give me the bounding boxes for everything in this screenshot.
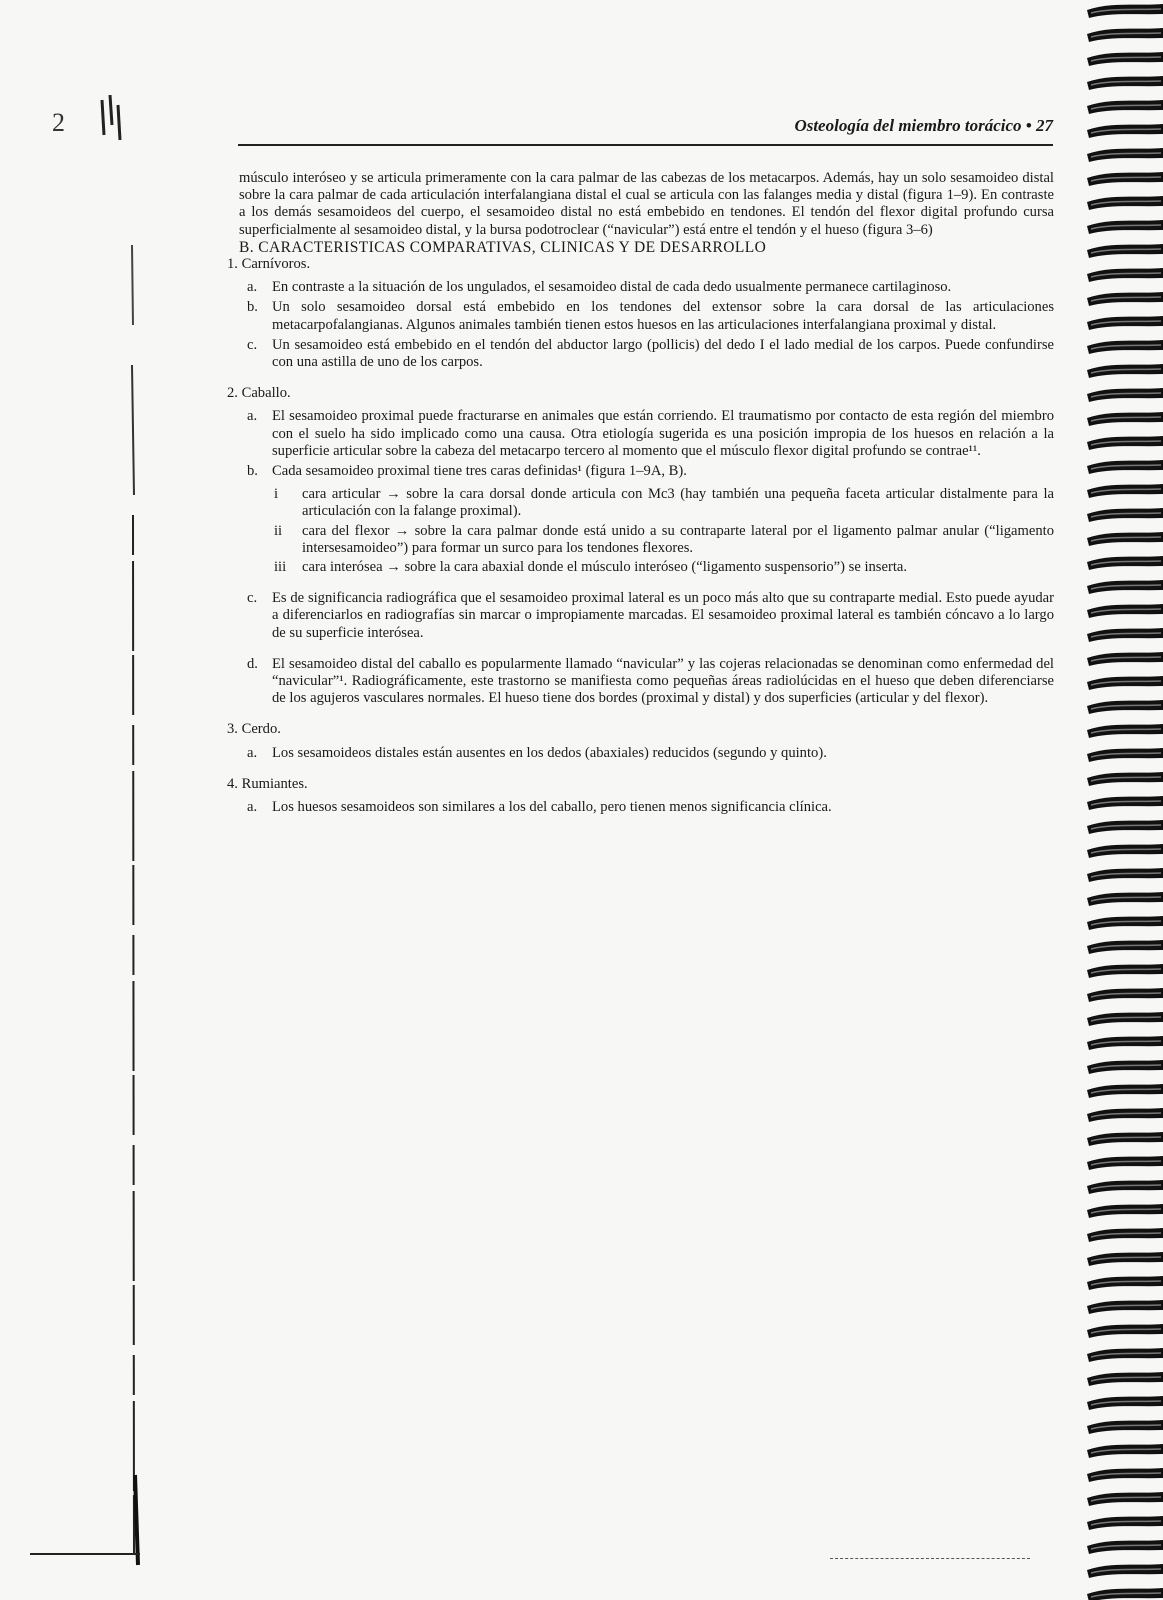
roman-list [274, 486, 1054, 576]
running-head [238, 116, 1053, 136]
binding-gutter-shadow [80, 95, 170, 1575]
page-content [227, 170, 1054, 830]
item-label: 2. Caballo. [227, 385, 291, 402]
item-text: En contraste a la situación de los ungulados, el sesamoideo distal de cada dedo usualmente permanece cartilaginoso. [272, 279, 952, 296]
item-text: Cada sesamoideo proximal tiene tres caras definidas¹ (figura 1–9A, B). [272, 463, 687, 480]
roman-item [274, 486, 1054, 520]
item-label: 3. Cerdo. [227, 721, 281, 738]
item-text: El sesamoideo distal del caballo es popularmente llamado “navicular” y las cojeras relacionadas se denominan como enfermedad del “navicular”¹. Radiográficamente, este trastorno se manifiesta como pequeñas áreas radiolúcidas en el hueso que deben diferenciarse de los agujeros vasculares normales. El hueso tiene dos bordes (proximal y distal) y dos superficies (articular y del flexor). [272, 655, 1054, 707]
list-item [247, 299, 1054, 333]
section-heading: B. CARACTERISTICAS COMPARATIVAS, CLINICAS Y DE DESARROLLO [239, 238, 767, 256]
list-item [247, 655, 1054, 708]
roman-numeral: ii [274, 522, 283, 539]
list-item [247, 279, 1054, 296]
item-letter: b. [247, 299, 258, 316]
list-item [247, 336, 1054, 371]
header-rule [238, 144, 1053, 146]
roman-text: cara articular → sobre la cara dorsal donde articula con Mc3 (hay también una pequeña faceta articular distalmente para la articulación con la falange proximal). [302, 486, 1054, 520]
item-caballo [227, 385, 1054, 707]
item-letter: a. [247, 408, 258, 425]
list-item [247, 799, 1054, 816]
page-number: • 27 [1025, 116, 1053, 135]
list-item [247, 463, 1054, 576]
item-label: 1. Carnívoros. [227, 256, 311, 273]
item-letter: c. [247, 336, 258, 353]
bottom-scan-edge [30, 1553, 140, 1555]
intro-paragraph: músculo interóseo y se articula primeramente con la cara palmar de las cabezas de los metacarpos. Además, hay un solo sesamoideo distal sobre la cara palmar de cada articulación interfalangiana distal el cual se articula con las falanges media y distal (figura 1–9). En contraste a los demás sesamoideos del cuerpo, el sesamoideo distal no está embebido en tendones. El tendón del flexor digital profundo cursa superficialmente al sesamoideo distal, y la bursa podotroclear (“navicular”) está entre el tendón y el hueso (figura 3–6) [239, 170, 1054, 238]
item-text: Un sesamoideo está embebido en el tendón del abductor largo (pollicis) del dedo I el lado medial de los carpos. Puede confundirse con una astilla de uno de los carpos. [272, 336, 1054, 371]
item-letter: d. [247, 655, 258, 672]
item-rumiantes [227, 775, 1054, 816]
item-text: Es de significancia radiográfica que el sesamoideo proximal lateral es un poco más alto que su contraparte medial. Esto puede ayudar a diferenciarlos en radiografías sin marcar o impropiamente marcadas. El sesamoideo proximal lateral es también cóncavo a lo largo de su superficie interósea. [272, 590, 1054, 641]
item-cerdo [227, 721, 1054, 761]
roman-text: cara interósea → sobre la cara abaxial donde el músculo interóseo (“ligamento suspensorio”) se inserta. [302, 559, 908, 576]
item-letter: a. [247, 799, 258, 816]
item-letter: b. [247, 463, 258, 480]
item-text: Un solo sesamoideo dorsal está embebido en los tendones del extensor sobre la cara dorsal de las articulaciones metacarpofalangianas. Algunos animales también tienen estos huesos en las articulaciones interfalangiana proximal y distal. [272, 299, 1054, 333]
item-carnivoros [227, 256, 1054, 371]
roman-numeral: i [274, 486, 279, 503]
list-item [247, 744, 1054, 762]
item-letter: c. [247, 590, 258, 607]
roman-item [274, 559, 1054, 576]
bottom-scan-dash [830, 1558, 1030, 1559]
item-text: Los huesos sesamoideos son similares a los del caballo, pero tienen menos significancia clínica. [272, 799, 832, 816]
list-item [247, 590, 1054, 642]
item-letter: a. [247, 279, 258, 296]
roman-numeral: iii [274, 559, 287, 576]
item-text: El sesamoideo proximal puede fracturarse en animales que están corriendo. El traumatismo por contacto de esta región del miembro con el suelo ha sido implicado como una causa. Otra etiología sugerida es una posición impropia de los huesos en relación a la superficie articular sobre la cabeza del metacarpo tercero al momento que el músculo flexor digital profundo se contrae¹¹. [272, 408, 1054, 459]
running-title: Osteología del miembro torácico [794, 116, 1022, 135]
item-label: 4. Rumiantes. [227, 775, 308, 792]
roman-item [274, 522, 1054, 557]
item-text: Los sesamoideos distales están ausentes en los dedos (abaxiales) reducidos (segundo y quinto). [272, 744, 827, 761]
roman-text: cara del flexor → sobre la cara palmar donde está unido a su contraparte lateral por el ligamento palmar anular (“ligamento intersesamoideo”) para formar un surco para los tendones flexores. [302, 522, 1054, 556]
list-item [247, 408, 1054, 460]
spiral-binding [1081, 0, 1163, 1600]
margin-mark: 2 [52, 108, 65, 137]
item-letter: a. [247, 744, 258, 761]
